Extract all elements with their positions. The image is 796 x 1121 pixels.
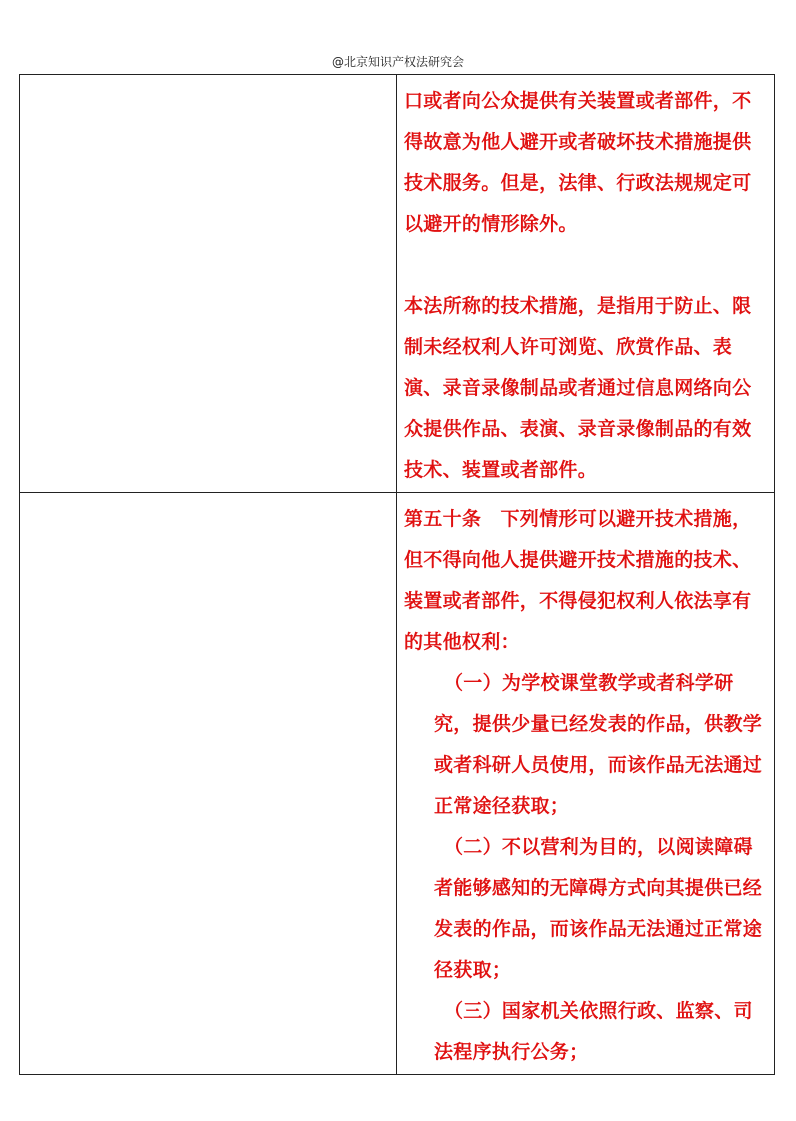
paragraph: 口或者向公众提供有关装置或者部件，不得故意为他人避开或者破坏技术措施提供技术服务。但是，法律、行政法规规定可以避开的情形除外。 bbox=[404, 90, 752, 235]
paragraph: 本法所称的技术措施，是指用于防止、限制未经权利人许可浏览、欣赏作品、表演、录音录像制品或者通过信息网络向公众提供作品、表演、录音录像制品的有效技术、装置或者部件。 bbox=[404, 295, 752, 481]
paragraph-spacer bbox=[404, 245, 768, 286]
list-item: （二）不以营利为目的，以阅读障碍者能够感知的无障碍方式向其提供已经发表的作品，而该作品无法通过正常途径获取； bbox=[434, 836, 763, 981]
table-row bbox=[20, 75, 775, 493]
table-cell-left bbox=[20, 75, 397, 493]
table-cell-right bbox=[397, 493, 775, 1075]
list-item: （三）国家机关依照行政、监察、司法程序执行公务； bbox=[434, 1000, 753, 1063]
comparison-table bbox=[19, 74, 775, 1075]
article-paragraph: 第五十条 下列情形可以避开技术措施，但不得向他人提供避开技术措施的技术、装置或者部件，不得侵犯权利人依法享有的其他权利： bbox=[404, 508, 752, 653]
table-cell-right bbox=[397, 75, 775, 493]
left-cell-text bbox=[20, 493, 396, 499]
table-row bbox=[20, 493, 775, 1075]
table-cell-left bbox=[20, 493, 397, 1075]
right-cell-content bbox=[397, 493, 774, 1073]
right-cell-content bbox=[397, 75, 774, 491]
list-item: （一）为学校课堂教学或者科学研究，提供少量已经发表的作品，供教学或者科研人员使用，而该作品无法通过正常途径获取； bbox=[434, 672, 763, 817]
watermark: @北京知识产权法研究会 bbox=[331, 55, 464, 69]
left-cell-text bbox=[20, 75, 396, 81]
